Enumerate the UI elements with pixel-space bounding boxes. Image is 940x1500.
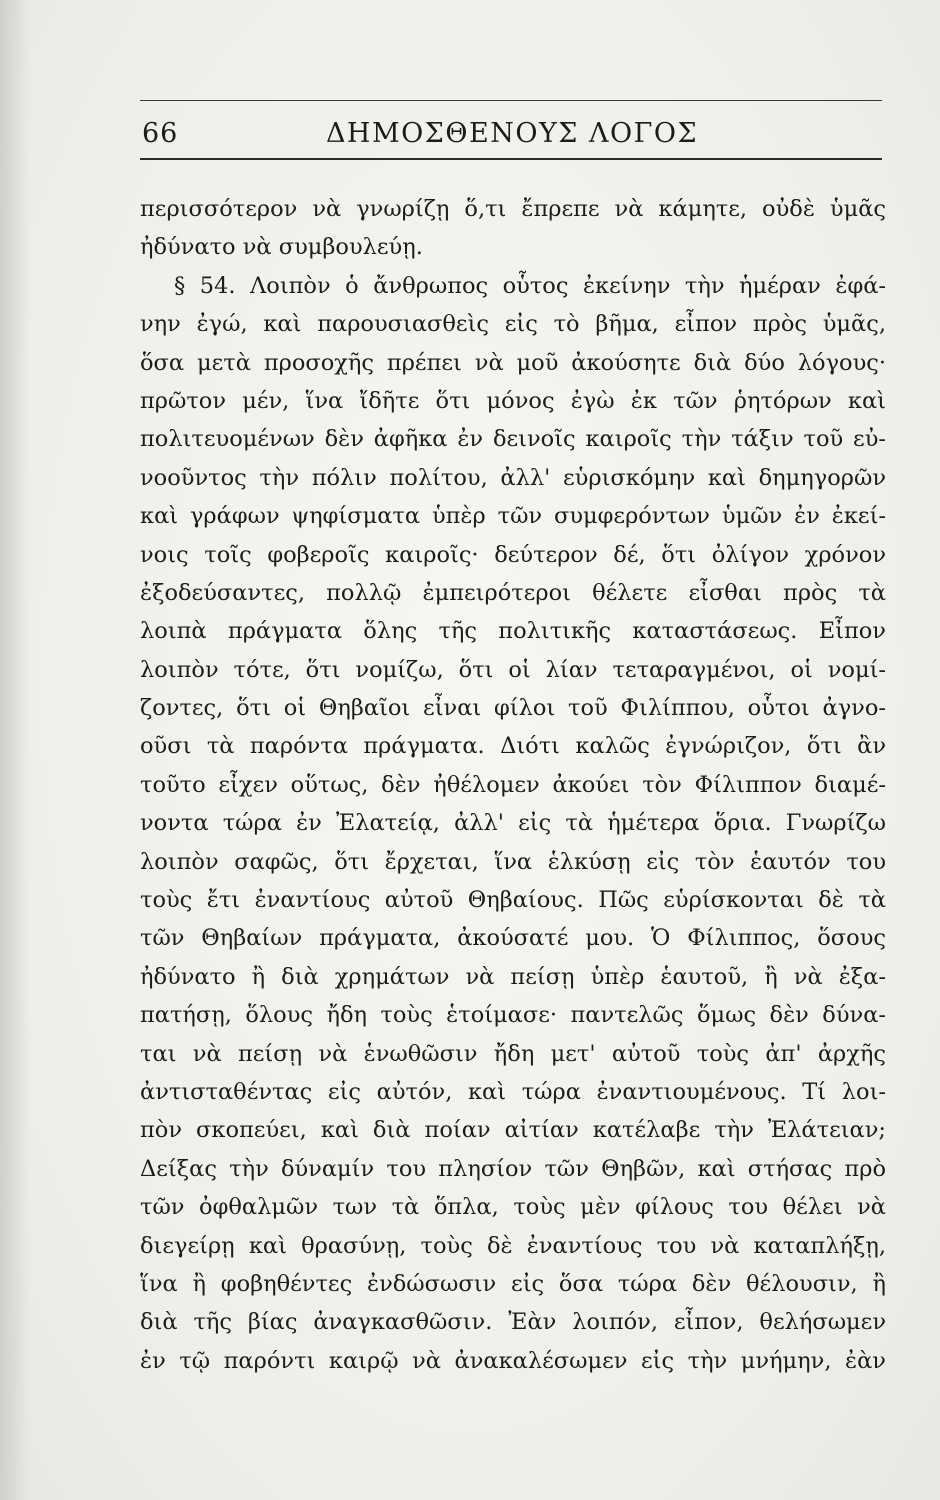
text-line: ται νὰ πείσῃ νὰ ἑνωθῶσιν ἤδη μετ' αὐτοῦ τοὺς ἀπ' ἀρχῆς [140,1040,886,1067]
text-line: ἀντισταθέντας εἰς αὐτόν, καὶ τώρα ἐναντιουμένους. Τί λοι- [140,1078,886,1105]
text-line: λοιπὸν τότε, ὅτι νομίζω, ὅτι οἱ λίαν τεταραγμένοι, οἱ νομί- [140,656,886,683]
header-top-rule [140,100,882,101]
text-line: τοῦτο εἶχεν οὕτως, δὲν ἠθέλομεν ἀκούει τὸν Φίλιππον διαμέ- [140,771,886,798]
text-line: τῶν Θηβαίων πράγματα, ἀκούσατέ μου. Ὁ Φίλιππος, ὅσους [140,925,886,952]
text-line: νοοῦντος τὴν πόλιν πολίτου, ἀλλ' εὑρισκόμην καὶ δημηγορῶν [140,464,886,491]
text-line: οῦσι τὰ παρόντα πράγματα. Διότι καλῶς ἐγνώριζον, ὅτι ἂν [140,733,886,760]
text-line: νοντα τώρα ἐν Ἐλατείᾳ, ἀλλ' εἰς τὰ ἡμέτερα ὅρια. Γνωρίζω [140,810,886,837]
text-line: ὅσα μετὰ προσοχῆς πρέπει νὰ μοῦ ἀκούσητε διὰ δύο λόγους· [140,349,886,376]
body-text [140,190,886,1380]
text-line: ἠδύνατο ἢ διὰ χρημάτων νὰ πείσῃ ὑπὲρ ἑαυτοῦ, ἢ νὰ ἐξα- [140,963,886,990]
text-line: πρῶτον μέν, ἵνα ἴδῆτε ὅτι μόνος ἐγὼ ἐκ τῶν ῥητόρων καὶ [140,387,886,414]
text-line: Δείξας τὴν δύναμίν του πλησίον τῶν Θηβῶν, καὶ στήσας πρὸ [140,1155,886,1182]
page-header [142,110,882,160]
text-line: ἠδύνατο νὰ συμβουλεύῃ. [140,234,423,261]
header-bottom-rule [140,158,882,160]
text-line: τῶν ὀφθαλμῶν των τὰ ὅπλα, τοὺς μὲν φίλους του θέλει νὰ [140,1194,886,1221]
text-line: λοιπὰ πράγματα ὅλης τῆς πολιτικῆς καταστάσεως. Εἶπον [140,618,886,645]
text-line: ἐξοδεύσαντες, πολλῷ ἐμπειρότεροι θέλετε εἶσθαι πρὸς τὰ [140,579,886,606]
text-line: πὸν σκοπεύει, καὶ διὰ ποίαν αἰτίαν κατέλαβε τὴν Ἐλάτειαν; [140,1117,886,1144]
page-number: 66 [142,118,179,149]
text-line: διεγείρῃ καὶ θρασύνῃ, τοὺς δὲ ἐναντίους του νὰ καταπλήξῃ, [140,1232,886,1259]
section-start-line: § 54. Λοιπὸν ὁ ἄνθρωπος οὗτος ἐκείνην τὴν ἡμέραν ἐφά- [174,272,886,299]
text-line: περισσότερον νὰ γνωρίζῃ ὅ,τι ἔπρεπε νὰ κάμητε, οὐδὲ ὑμᾶς [140,196,886,222]
text-line: ζοντες, ὅτι οἱ Θηβαῖοι εἶναι φίλοι τοῦ Φιλίππου, οὗτοι ἀγνο- [140,695,886,722]
page-gutter-shadow [0,0,30,1500]
text-line: καὶ γράφων ψηφίσματα ὑπὲρ τῶν συμφερόντων ὑμῶν ἐν ἐκεί- [140,503,886,530]
text-line: πατήσῃ, ὅλους ἤδη τοὺς ἑτοίμασε· παντελῶς ὅμως δὲν δύνα- [140,1002,886,1029]
text-line: ἐν τῷ παρόντι καιρῷ νὰ ἀνακαλέσωμεν εἰς τὴν μνήμην, ἐὰν [140,1347,886,1374]
text-line: λοιπὸν σαφῶς, ὅτι ἔρχεται, ἵνα ἑλκύσῃ εἰς τὸν ἑαυτόν του [140,848,886,875]
text-line: ἵνα ἢ φοβηθέντες ἐνδώσωσιν εἰς ὅσα τώρα δὲν θέλουσιν, ἢ [140,1270,886,1297]
text-line: νην ἐγώ, καὶ παρουσιασθεὶς εἰς τὸ βῆμα, εἶπον πρὸς ὑμᾶς, [140,311,886,338]
text-line: τοὺς ἔτι ἐναντίους αὐτοῦ Θηβαίους. Πῶς εὑρίσκονται δὲ τὰ [140,887,886,914]
running-title: ΔΗΜΟΣΘΕΝΟΥΣ ΛΟΓΟΣ [325,118,699,149]
text-line: διὰ τῆς βίας ἀναγκασθῶσιν. Ἐὰν λοιπόν, εἶπον, θελήσωμεν [140,1309,886,1336]
text-line: πολιτευομένων δὲν ἀφῆκα ἐν δεινοῖς καιροῖς τὴν τάξιν τοῦ εὐ- [140,426,886,453]
text-line: νοις τοῖς φοβεροῖς καιροῖς· δεύτερον δέ, ὅτι ὀλίγον χρόνον [140,541,886,568]
